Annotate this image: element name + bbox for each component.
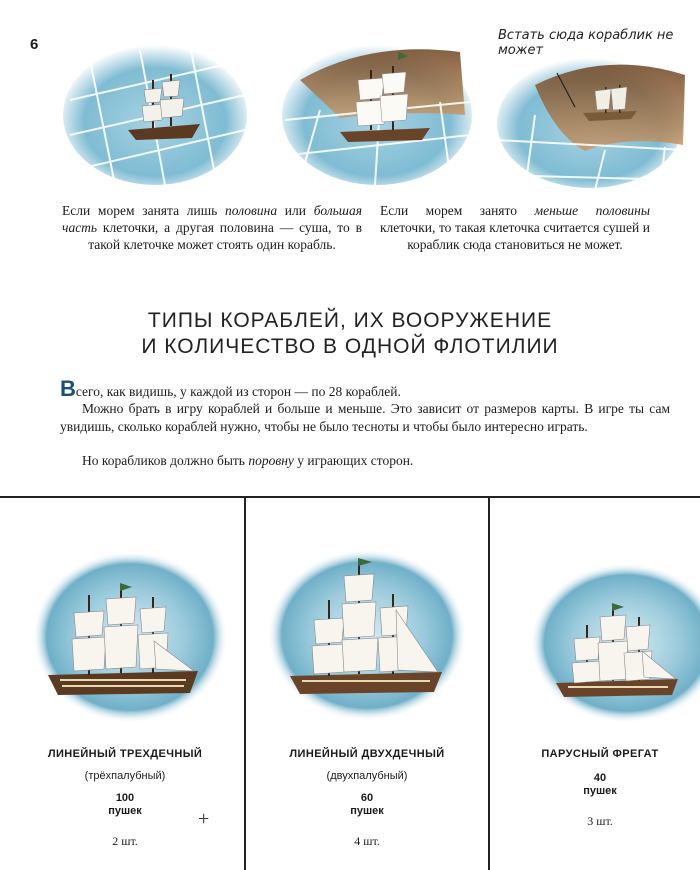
heading-line-1: ТИПЫ КОРАБЛЕЙ, ИХ ВООРУЖЕНИЕ [147, 309, 553, 332]
column-divider-1 [244, 497, 246, 870]
ship-2-sub: (двухпалубный) [326, 770, 408, 782]
grid-illustration-land [495, 55, 685, 190]
ship-1-sub: (трёхпалубный) [84, 770, 166, 782]
page-number: 6 [30, 36, 39, 53]
ship-1-name: ЛИНЕЙНЫЙ ТРЕХДЕЧНЫЙ [47, 748, 203, 760]
ship-1-label [20, 748, 230, 849]
pencil-mark: + [198, 808, 210, 830]
handwritten-note: Встать сюда кораблик не может [498, 28, 674, 58]
ship-3-guns: 40 пушек [583, 772, 617, 797]
paragraph-3: Но корабликов должно быть поровну у играющих сторон. [82, 453, 414, 468]
grid-illustration-half-land [280, 40, 475, 185]
caption-right: Если морем занято меньше половины клеточки, то такая клеточка считается сушей и кораблик сюда становиться не может. [380, 203, 650, 252]
column-divider-2 [488, 497, 490, 870]
ship-2-guns: 60 пушек [350, 792, 384, 817]
ship-2-name: ЛИНЕЙНЫЙ ДВУХДЕЧНЫЙ [289, 748, 445, 760]
ship-2-label [262, 748, 472, 849]
paragraph-2: Можно брать в игру кораблей и больше и меньше. Это зависит от размеров карты. В игре ты сам увидишь, сколько кораблей нужно, чтобы не было тесноты и чтобы было интересно играть. [60, 401, 670, 434]
ship-1-count: 2 шт. [112, 834, 138, 848]
frigate-illustration [526, 555, 700, 725]
ship-three-decker-illustration [30, 545, 230, 725]
caption-left: Если морем занята лишь половина или большая часть клеточки, а другая половина — суша, то в такой клеточке может стоять один корабль. [62, 203, 363, 252]
section-divider [0, 496, 700, 498]
drop-cap: В [60, 376, 76, 401]
paragraph-1: Всего, как видишь, у каждой из сторон — по 28 кораблей. [60, 376, 401, 401]
section-heading [60, 308, 640, 360]
ship-1-guns: 100 пушек [108, 792, 142, 817]
ship-3-count: 3 шт. [587, 814, 613, 828]
ship-3-name: ПАРУСНЫЙ ФРЕГАТ [541, 748, 659, 760]
ship-3-label [500, 748, 700, 829]
heading-line-2: И КОЛИЧЕСТВО В ОДНОЙ ФЛОТИЛИИ [141, 335, 559, 358]
grid-illustration-sea [60, 40, 250, 185]
ship-two-decker-illustration [262, 540, 472, 725]
ship-2-count: 4 шт. [354, 834, 380, 848]
